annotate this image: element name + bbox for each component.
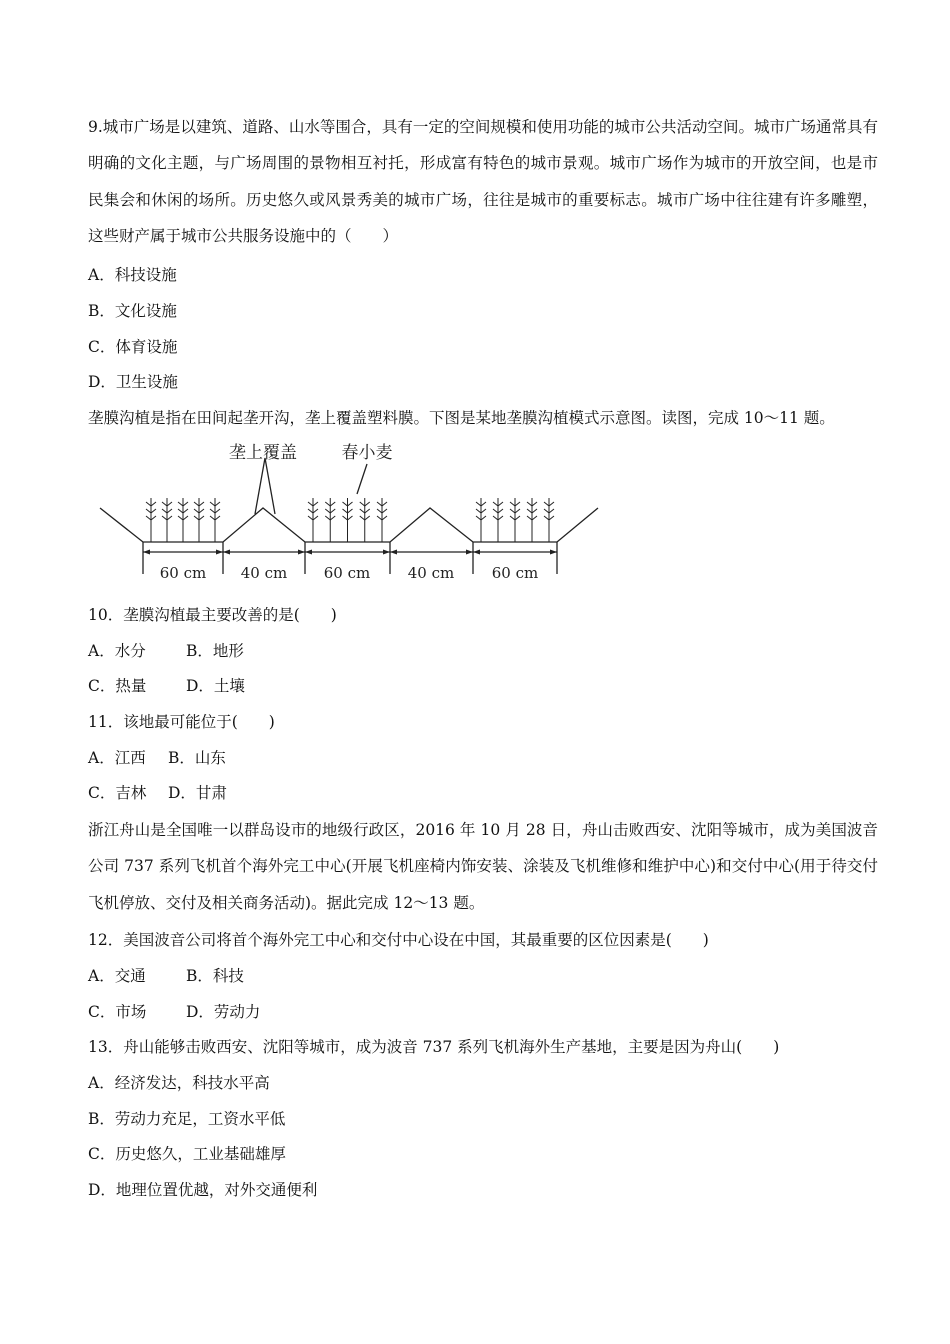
- q10-stem: 10．垄膜沟植最主要改善的是( ): [88, 606, 337, 624]
- width-label-5: 60 cm: [491, 564, 539, 582]
- ridge-furrow-diagram: [95, 436, 605, 586]
- wheat-plant: [360, 498, 370, 542]
- q12-options-row-2: [88, 1002, 260, 1022]
- q11-option-c: C．吉林: [88, 784, 147, 802]
- q12-option-d: D．劳动力: [186, 1003, 261, 1021]
- q10-options-row-1: [88, 641, 244, 661]
- q11-option-b: B．山东: [168, 749, 226, 767]
- q9-option-c: C．体育设施: [88, 338, 178, 356]
- q12-option-a: A．交通: [88, 967, 146, 985]
- label-ridge-cover: 垄上覆盖: [229, 443, 297, 463]
- q13-stem: 13．舟山能够击败西安、沈阳等城市，成为波音 737 系列飞机海外生产基地，主要是因为舟山( ): [88, 1038, 780, 1056]
- q9-stem: 9.城市广场是以建筑、道路、山水等围合，具有一定的空间规模和使用功能的城市公共活动空间。城市广场通常具有明确的文化主题，与广场周围的景物相互衬托，形成富有特色的城市景观。城市广场作为城市的开放空间，也是市民集会和休闲的场所。历史悠久或风景秀美的城市广场，往往是城市的重要标志。城市广场中往往建有许多雕塑，这些财产属于城市公共服务设施中的（ ）: [88, 118, 878, 245]
- q10-option-c: C．热量: [88, 677, 147, 695]
- label-spring-wheat: 春小麦: [341, 443, 393, 463]
- q13-option-c: C．历史悠久，工业基础雄厚: [88, 1145, 286, 1163]
- width-label-1: 60 cm: [159, 564, 207, 582]
- q13-option-a: A．经济发达，科技水平高: [88, 1074, 270, 1092]
- q13-option-d: D．地理位置优越，对外交通便利: [88, 1181, 318, 1199]
- wheat-plant: [325, 498, 335, 542]
- wheat-plant: [308, 498, 318, 542]
- q12-options-row-1: [88, 966, 244, 986]
- q11-options-row-1: [88, 748, 226, 768]
- spring-wheat-plants: [146, 498, 554, 542]
- wheat-plant: [210, 498, 220, 542]
- q9-option-a: A．科技设施: [88, 266, 177, 284]
- q11-options-row-2: [88, 783, 227, 803]
- intro-10-11: 垄膜沟植是指在田间起垄开沟，垄上覆盖塑料膜。下图是某地垄膜沟植模式示意图。读图，完成 10～11 题。: [88, 409, 835, 427]
- intro-12-13: 浙江舟山是全国唯一以群岛设市的地级行政区，2016 年 10 月 28 日，舟山击败西安、沈阳等城市，成为美国波音公司 737 系列飞机首个海外完工中心(开展飞机座椅内饰安装、涂装及飞机维修和维护中心)和交付中心(用于待交付飞机停放、交付及相关商务活动)。据此完成 12～13 题。: [88, 821, 878, 912]
- wheat-plant: [146, 498, 156, 542]
- q9-option-b: B．文化设施: [88, 302, 177, 320]
- wheat-plant: [476, 498, 486, 542]
- wheat-plant: [162, 498, 172, 542]
- q10-options-row-2: [88, 676, 245, 696]
- q11-option-a: A．江西: [88, 749, 146, 767]
- q12-stem: 12．美国波音公司将首个海外完工中心和交付中心设在中国，其最重要的区位因素是( ): [88, 931, 709, 949]
- width-label-4: 40 cm: [407, 564, 455, 582]
- wheat-plant: [377, 498, 387, 542]
- q10-option-b: B．地形: [186, 642, 244, 660]
- wheat-plant: [527, 498, 537, 542]
- width-label-2: 40 cm: [240, 564, 288, 582]
- q10-option-a: A．水分: [88, 642, 146, 660]
- q11-option-d: D．甘肃: [168, 784, 227, 802]
- ground-profile: [100, 508, 598, 542]
- wheat-plant: [493, 498, 503, 542]
- wheat-plant: [343, 498, 353, 542]
- wheat-plant: [194, 498, 204, 542]
- q13-option-b: B．劳动力充足，工资水平低: [88, 1110, 286, 1128]
- wheat-plant: [510, 498, 520, 542]
- q11-stem: 11．该地最可能位于( ): [88, 713, 275, 731]
- wheat-plant: [544, 498, 554, 542]
- q10-option-d: D．土壤: [186, 677, 245, 695]
- q12-option-b: B．科技: [186, 967, 244, 985]
- q9-option-d: D．卫生设施: [88, 373, 178, 391]
- wheat-plant: [178, 498, 188, 542]
- q12-option-c: C．市场: [88, 1003, 147, 1021]
- width-label-3: 60 cm: [323, 564, 371, 582]
